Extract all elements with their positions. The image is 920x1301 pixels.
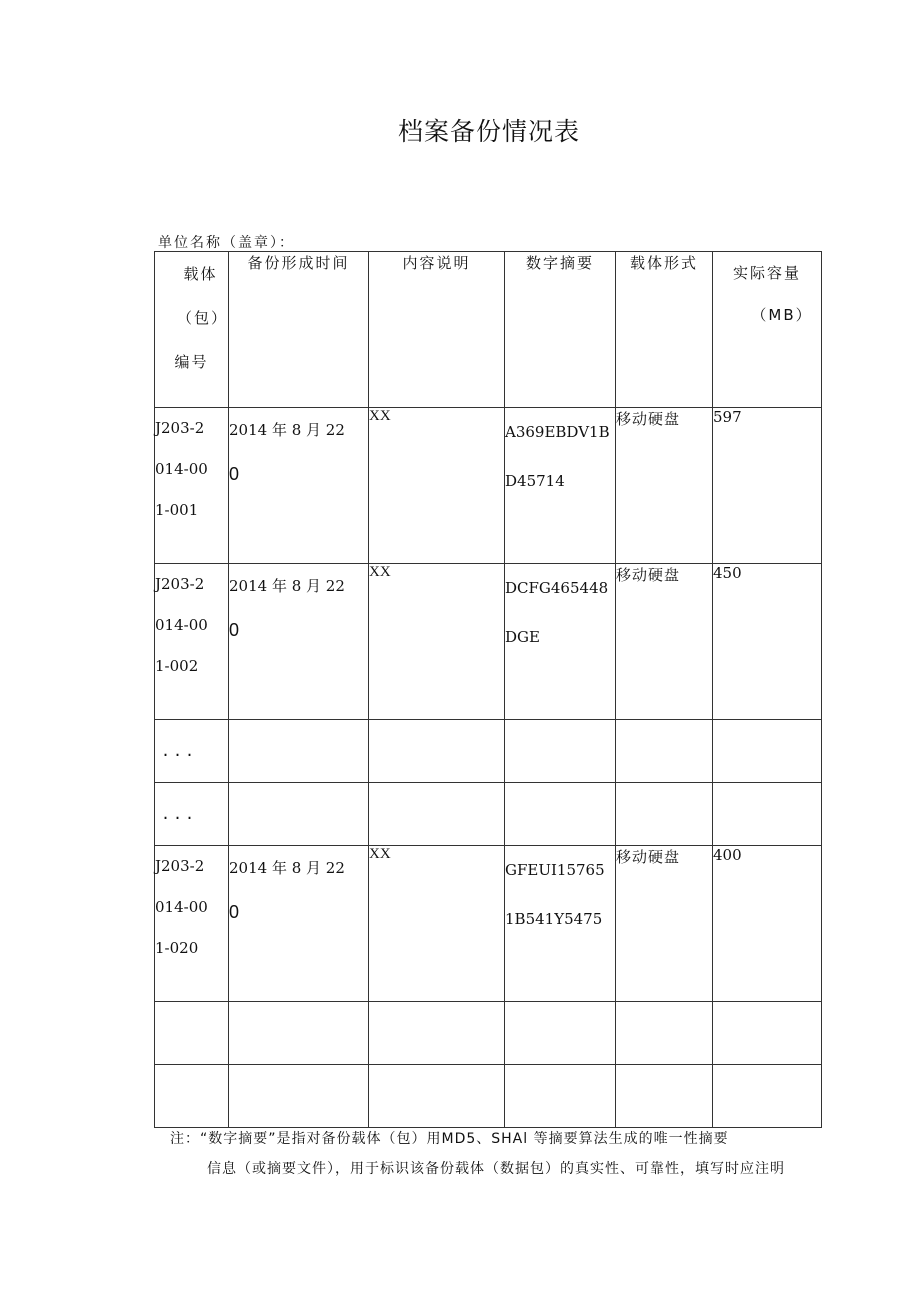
cell-carrier-form: 移动硬盘 (616, 846, 713, 1002)
cell-backup-time (229, 564, 369, 720)
time-line: 2014 年 8 月 22 (229, 859, 345, 877)
cell-ellipsis: ... (155, 720, 229, 783)
empty-cell (369, 783, 505, 846)
empty-cell (505, 1002, 616, 1065)
id-line: J203-2 (155, 857, 205, 875)
cell-capacity: 597 (713, 408, 822, 564)
cell-ellipsis: ... (155, 783, 229, 846)
cell-capacity: 450 (713, 564, 822, 720)
table-row (155, 564, 822, 720)
empty-cell (616, 783, 713, 846)
digest-line: DCFG465448 (505, 579, 609, 597)
cell-capacity: 400 (713, 846, 822, 1002)
table-row (155, 783, 822, 846)
empty-cell (505, 1065, 616, 1128)
cell-content: XX (369, 408, 505, 564)
table-row (155, 408, 822, 564)
time-line: 2014 年 8 月 22 (229, 577, 345, 595)
empty-cell (713, 783, 822, 846)
empty-cell (505, 720, 616, 783)
digest-line: DGE (505, 628, 540, 646)
time-line: 0 (229, 620, 240, 640)
empty-cell (616, 1065, 713, 1128)
cell-carrier-form: 移动硬盘 (616, 564, 713, 720)
table-row (155, 1002, 822, 1065)
empty-cell (155, 1002, 229, 1065)
empty-cell (713, 1065, 822, 1128)
empty-cell (616, 720, 713, 783)
empty-cell (713, 720, 822, 783)
table-row (155, 1065, 822, 1128)
id-line: 1-020 (155, 939, 199, 957)
cell-carrier-form: 移动硬盘 (616, 408, 713, 564)
empty-cell (229, 1002, 369, 1065)
cell-backup-time (229, 846, 369, 1002)
header-id-line2: （包） (177, 309, 229, 327)
id-line: 014-00 (155, 898, 208, 916)
empty-cell (616, 1002, 713, 1065)
header-content: 内容说明 (369, 252, 505, 408)
header-backup-time: 备份形成时间 (229, 252, 369, 408)
cell-digest (505, 846, 616, 1002)
header-row (155, 252, 822, 408)
cell-content: XX (369, 564, 505, 720)
cell-backup-time (229, 408, 369, 564)
time-line: 0 (229, 902, 240, 922)
empty-cell (713, 1002, 822, 1065)
id-line: 1-001 (155, 501, 199, 519)
id-line: J203-2 (155, 419, 205, 437)
cell-digest (505, 408, 616, 564)
digest-line: GFEUI15765 (505, 861, 605, 879)
page-title: 档案备份情况表 (397, 117, 580, 146)
digest-line: A369EBDV1B (505, 423, 610, 441)
table-row (155, 846, 822, 1002)
cell-carrier-id (155, 408, 229, 564)
time-line: 2014 年 8 月 22 (229, 421, 345, 439)
empty-cell (369, 1002, 505, 1065)
empty-cell (229, 1065, 369, 1128)
cell-digest (505, 564, 616, 720)
header-id-line3: 编号 (174, 353, 209, 371)
table-row (155, 720, 822, 783)
backup-table (154, 251, 822, 1128)
id-line: 1-002 (155, 657, 199, 675)
id-line: 014-00 (155, 460, 208, 478)
header-id-line1: 载体 (183, 265, 218, 283)
empty-cell (369, 1065, 505, 1128)
cell-carrier-id (155, 564, 229, 720)
empty-cell (155, 1065, 229, 1128)
digest-line: D45714 (505, 472, 565, 490)
empty-cell (505, 783, 616, 846)
header-capacity (713, 252, 822, 408)
empty-cell (369, 720, 505, 783)
cell-content: XX (369, 846, 505, 1002)
empty-cell (229, 720, 369, 783)
cell-carrier-id (155, 846, 229, 1002)
header-capacity-line1: 实际容量 (732, 264, 801, 282)
header-capacity-line2: （MB） (751, 306, 813, 324)
header-carrier-form: 载体形式 (616, 252, 713, 408)
note-line-1: 注：“数字摘要”是指对备份载体（包）用MD5、SHAl 等摘要算法生成的唯一性摘要 (170, 1131, 729, 1147)
note-line-2: 信息（或摘要文件），用于标识该备份载体（数据包）的真实性、可靠性，填写时应注明 (207, 1161, 785, 1177)
empty-cell (229, 783, 369, 846)
id-line: J203-2 (155, 575, 205, 593)
id-line: 014-00 (155, 616, 208, 634)
header-carrier-id (155, 252, 229, 408)
unit-name-label: 单位名称（盖章）： (158, 235, 295, 251)
time-line: 0 (229, 464, 240, 484)
header-digest: 数字摘要 (505, 252, 616, 408)
digest-line: 1B541Y5475 (505, 910, 603, 928)
